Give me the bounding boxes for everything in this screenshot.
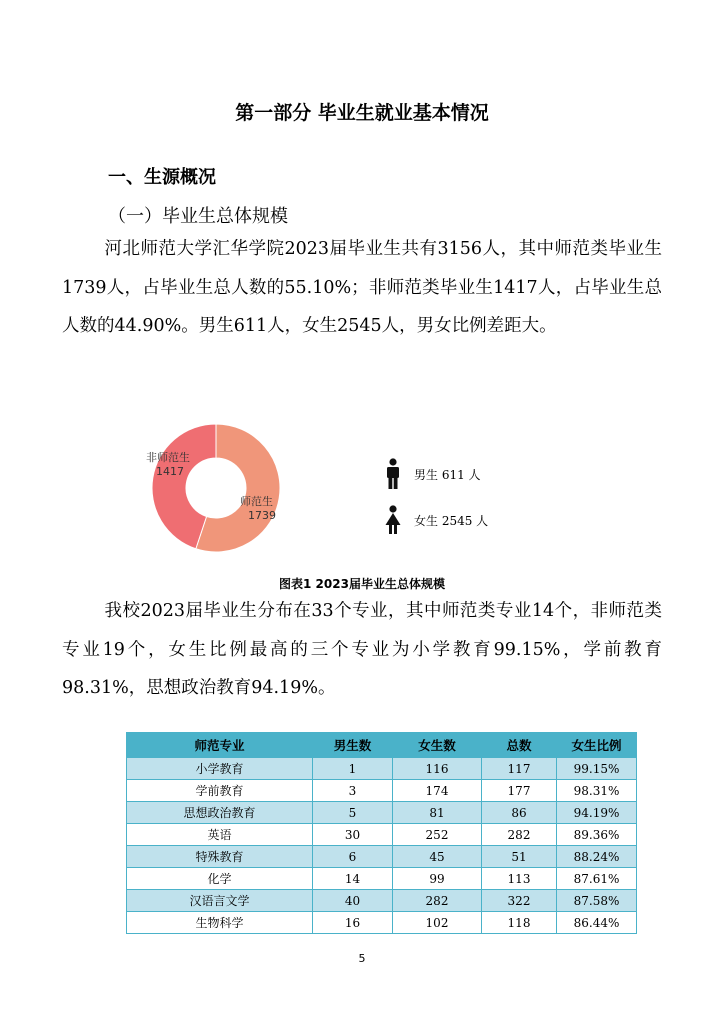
- table-row: [127, 780, 637, 802]
- male-person-icon: [384, 458, 402, 490]
- table-cell: 3: [313, 780, 393, 802]
- table-cell: 1: [313, 758, 393, 780]
- table-cell: 98.31%: [557, 780, 637, 802]
- table-cell: 174: [393, 780, 482, 802]
- table-row: [127, 912, 637, 934]
- slice-label-teacher-name: 师范生: [240, 495, 273, 508]
- column-header: 师范专业: [127, 733, 313, 758]
- table-cell: 117: [482, 758, 557, 780]
- table-cell: 177: [482, 780, 557, 802]
- table-cell: 特殊教育: [127, 846, 313, 868]
- paragraph-overview: [62, 230, 662, 346]
- legend-male: [384, 458, 481, 490]
- table-cell: 汉语言文学: [127, 890, 313, 912]
- donut-slices: [152, 424, 280, 552]
- legend-female: [384, 505, 488, 535]
- table-cell: 思想政治教育: [127, 802, 313, 824]
- paragraph-majors-text: 我校2023届毕业生分布在33个专业，其中师范类专业14个，非师范类专业19个，女生比例最高的三个专业为小学教育99.15%，学前教育98.31%，思想政治教育94.19%。: [62, 601, 662, 698]
- page-title: 第一部分 毕业生就业基本情况: [235, 102, 489, 124]
- table-cell: 87.58%: [557, 890, 637, 912]
- legend-male-label: 男生 611 人: [414, 467, 481, 482]
- table-cell: 40: [313, 890, 393, 912]
- column-header: 总数: [482, 733, 557, 758]
- chart-caption: 图表1 2023届毕业生总体规模: [279, 577, 445, 591]
- table-cell: 化学: [127, 868, 313, 890]
- table-cell: 小学教育: [127, 758, 313, 780]
- table-row: [127, 824, 637, 846]
- table-cell: 88.24%: [557, 846, 637, 868]
- table-row: [127, 758, 637, 780]
- column-header: 女生比例: [557, 733, 637, 758]
- table-cell: 322: [482, 890, 557, 912]
- slice-label-teacher-value: 1739: [248, 509, 276, 522]
- table-cell: 86: [482, 802, 557, 824]
- table-cell: 5: [313, 802, 393, 824]
- table-cell: 282: [393, 890, 482, 912]
- slice-label-nonteacher-name: 非师范生: [146, 451, 190, 464]
- legend-female-label: 女生 2545 人: [414, 513, 489, 528]
- table-cell: 45: [393, 846, 482, 868]
- table-cell: 102: [393, 912, 482, 934]
- table-cell: 118: [482, 912, 557, 934]
- table-cell: 14: [313, 868, 393, 890]
- paragraph-majors: [62, 592, 662, 708]
- female-person-icon: [384, 505, 402, 535]
- page-number: 5: [358, 952, 366, 965]
- table-cell: 英语: [127, 824, 313, 846]
- table-cell: 30: [313, 824, 393, 846]
- table-row: [127, 890, 637, 912]
- table-cell: 99.15%: [557, 758, 637, 780]
- table-cell: 89.36%: [557, 824, 637, 846]
- column-header: 男生数: [313, 733, 393, 758]
- table-cell: 86.44%: [557, 912, 637, 934]
- column-header: 女生数: [393, 733, 482, 758]
- table-cell: 6: [313, 846, 393, 868]
- table-cell: 99: [393, 868, 482, 890]
- paragraph-overview-text: 河北师范大学汇华学院2023届毕业生共有3156人，其中师范类毕业生1739人，占毕业生总人数的55.10%；非师范类毕业生1417人，占毕业生总人数的44.90%。男生611人，女生2545人，男女比例差距大。: [62, 239, 662, 336]
- donut-chart: [140, 410, 540, 570]
- table-cell: 87.61%: [557, 868, 637, 890]
- table-cell: 113: [482, 868, 557, 890]
- majors-table: [126, 732, 637, 934]
- table-row: [127, 868, 637, 890]
- table-cell: 学前教育: [127, 780, 313, 802]
- table-cell: 252: [393, 824, 482, 846]
- table-cell: 生物科学: [127, 912, 313, 934]
- table-cell: 94.19%: [557, 802, 637, 824]
- subsection-heading: （一）毕业生总体规模: [108, 206, 288, 227]
- table-header-row: [127, 733, 637, 758]
- table-cell: 81: [393, 802, 482, 824]
- table-cell: 51: [482, 846, 557, 868]
- table-row: [127, 802, 637, 824]
- table-cell: 282: [482, 824, 557, 846]
- slice-label-nonteacher-value: 1417: [156, 465, 184, 478]
- table-cell: 16: [313, 912, 393, 934]
- section-heading: 一、生源概况: [108, 167, 216, 188]
- table-cell: 116: [393, 758, 482, 780]
- table-row: [127, 846, 637, 868]
